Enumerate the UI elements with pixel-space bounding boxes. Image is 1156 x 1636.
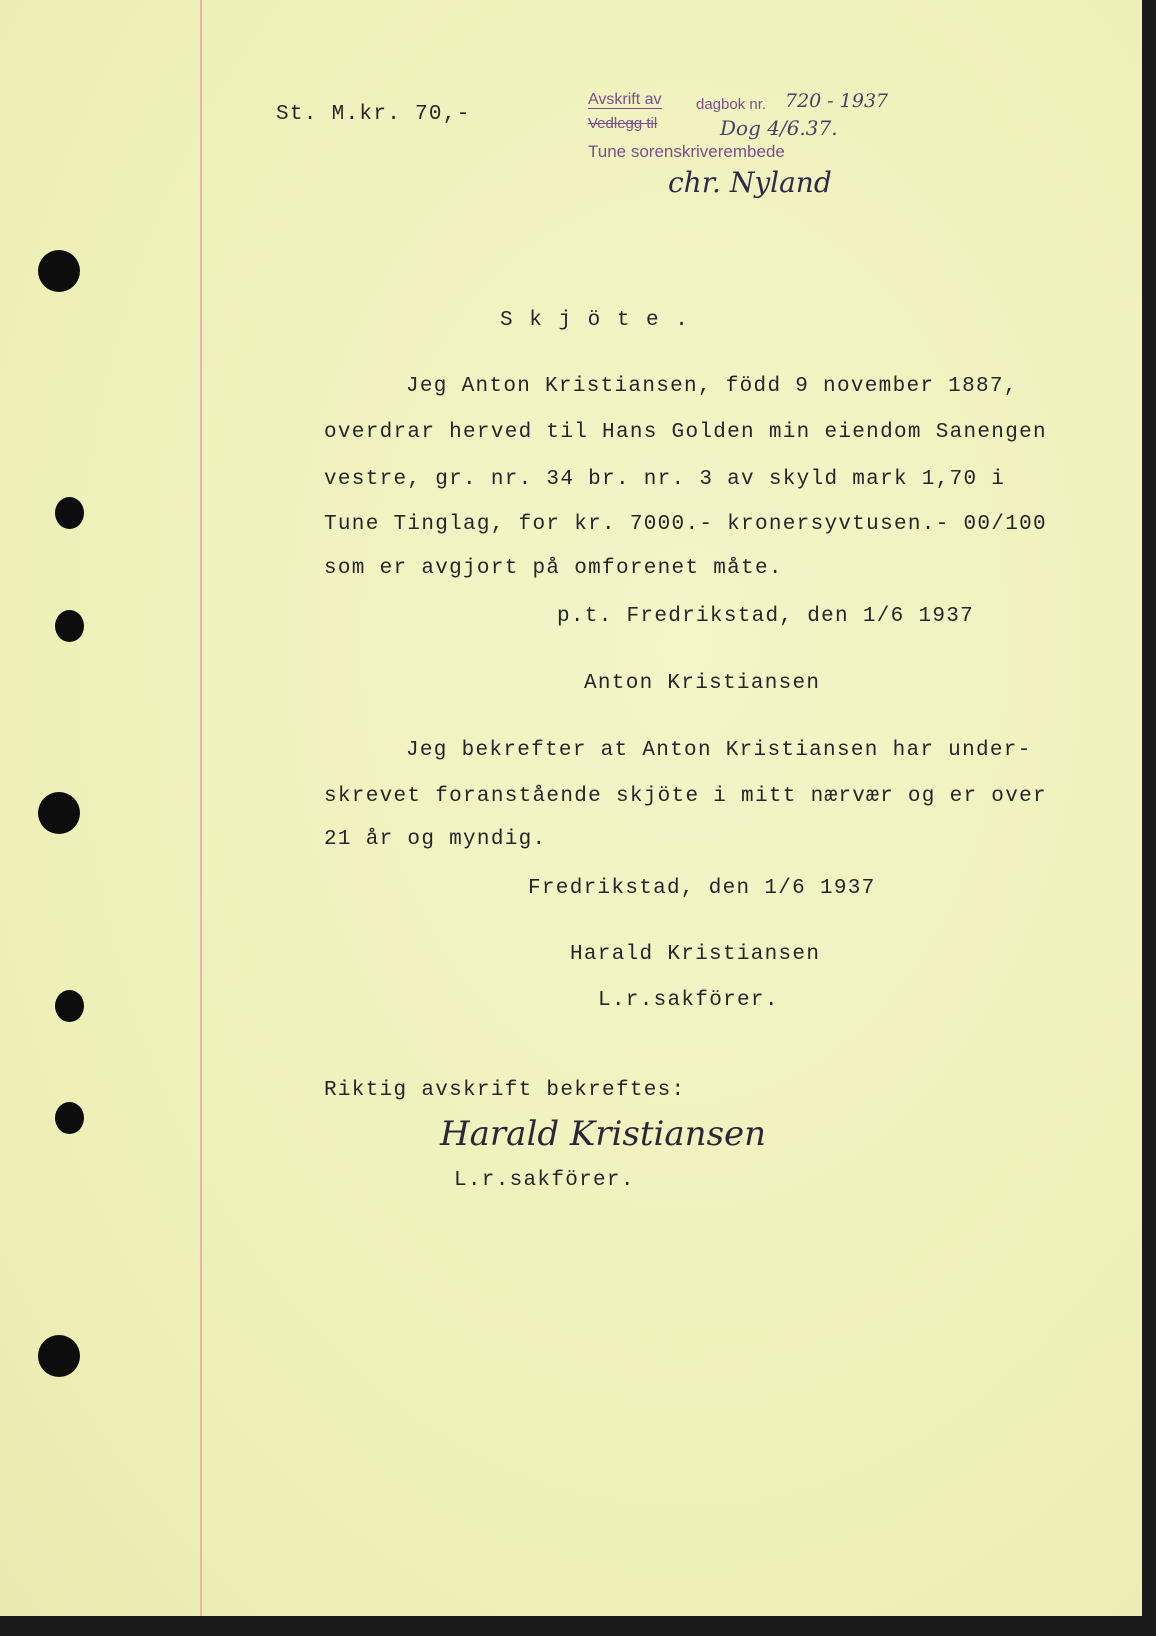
punch-hole	[55, 990, 84, 1022]
certification-signature: Harald Kristiansen	[440, 1114, 767, 1154]
place-date-1: p.t. Fredrikstad, den 1/6 1937	[557, 605, 975, 628]
punch-hole	[55, 610, 84, 642]
para1-line: som er avgjort på omforenet måte.	[324, 557, 783, 580]
stamp-dagbok-number: 720 - 1937	[785, 90, 889, 112]
stamp-fee: St. M.kr. 70,-	[276, 103, 471, 126]
document-title: S k j ö t e .	[500, 309, 690, 332]
witness-name: Harald Kristiansen	[570, 943, 821, 966]
para1-line: overdrar herved til Hans Golden min eiendom Sanengen	[324, 421, 1047, 444]
punch-hole	[38, 792, 80, 834]
para1-line: Tune Tinglag, for kr. 7000.- kronersyvtusen.- 00/100	[324, 513, 1047, 536]
punch-hole	[55, 1102, 84, 1134]
para2-line: 21 år og myndig.	[324, 828, 547, 851]
para1-line: Jeg Anton Kristiansen, född 9 november 1887,	[406, 375, 1018, 398]
stamp-clerk-signature: chr. Nyland	[668, 166, 832, 199]
para2-line: Jeg bekrefter at Anton Kristiansen har under-	[406, 739, 1032, 762]
place-date-2: Fredrikstad, den 1/6 1937	[528, 877, 876, 900]
stamp-office-name: Tune sorenskriverembede	[588, 142, 785, 161]
stamp-dagbok-label: dagbok nr.	[696, 96, 767, 113]
para1-line: vestre, gr. nr. 34 br. nr. 3 av skyld mark 1,70 i	[324, 468, 1006, 491]
punch-hole	[38, 250, 80, 292]
certification-title: L.r.sakförer.	[454, 1169, 635, 1192]
punch-hole	[55, 497, 84, 529]
punch-hole	[38, 1335, 80, 1377]
witness-title: L.r.sakförer.	[598, 989, 779, 1012]
stamp-avskrift-label: Avskrift av	[588, 91, 662, 108]
margin-rule	[200, 0, 202, 1616]
signer-name: Anton Kristiansen	[584, 672, 821, 695]
certification-line: Riktig avskrift bekreftes:	[324, 1079, 686, 1102]
stamp-struck-text: Vedlegg til	[588, 115, 658, 132]
stamp-received-date: Dog 4/6.37.	[720, 116, 838, 140]
para2-line: skrevet foranstående skjöte i mitt nærvær og er over	[324, 785, 1047, 808]
